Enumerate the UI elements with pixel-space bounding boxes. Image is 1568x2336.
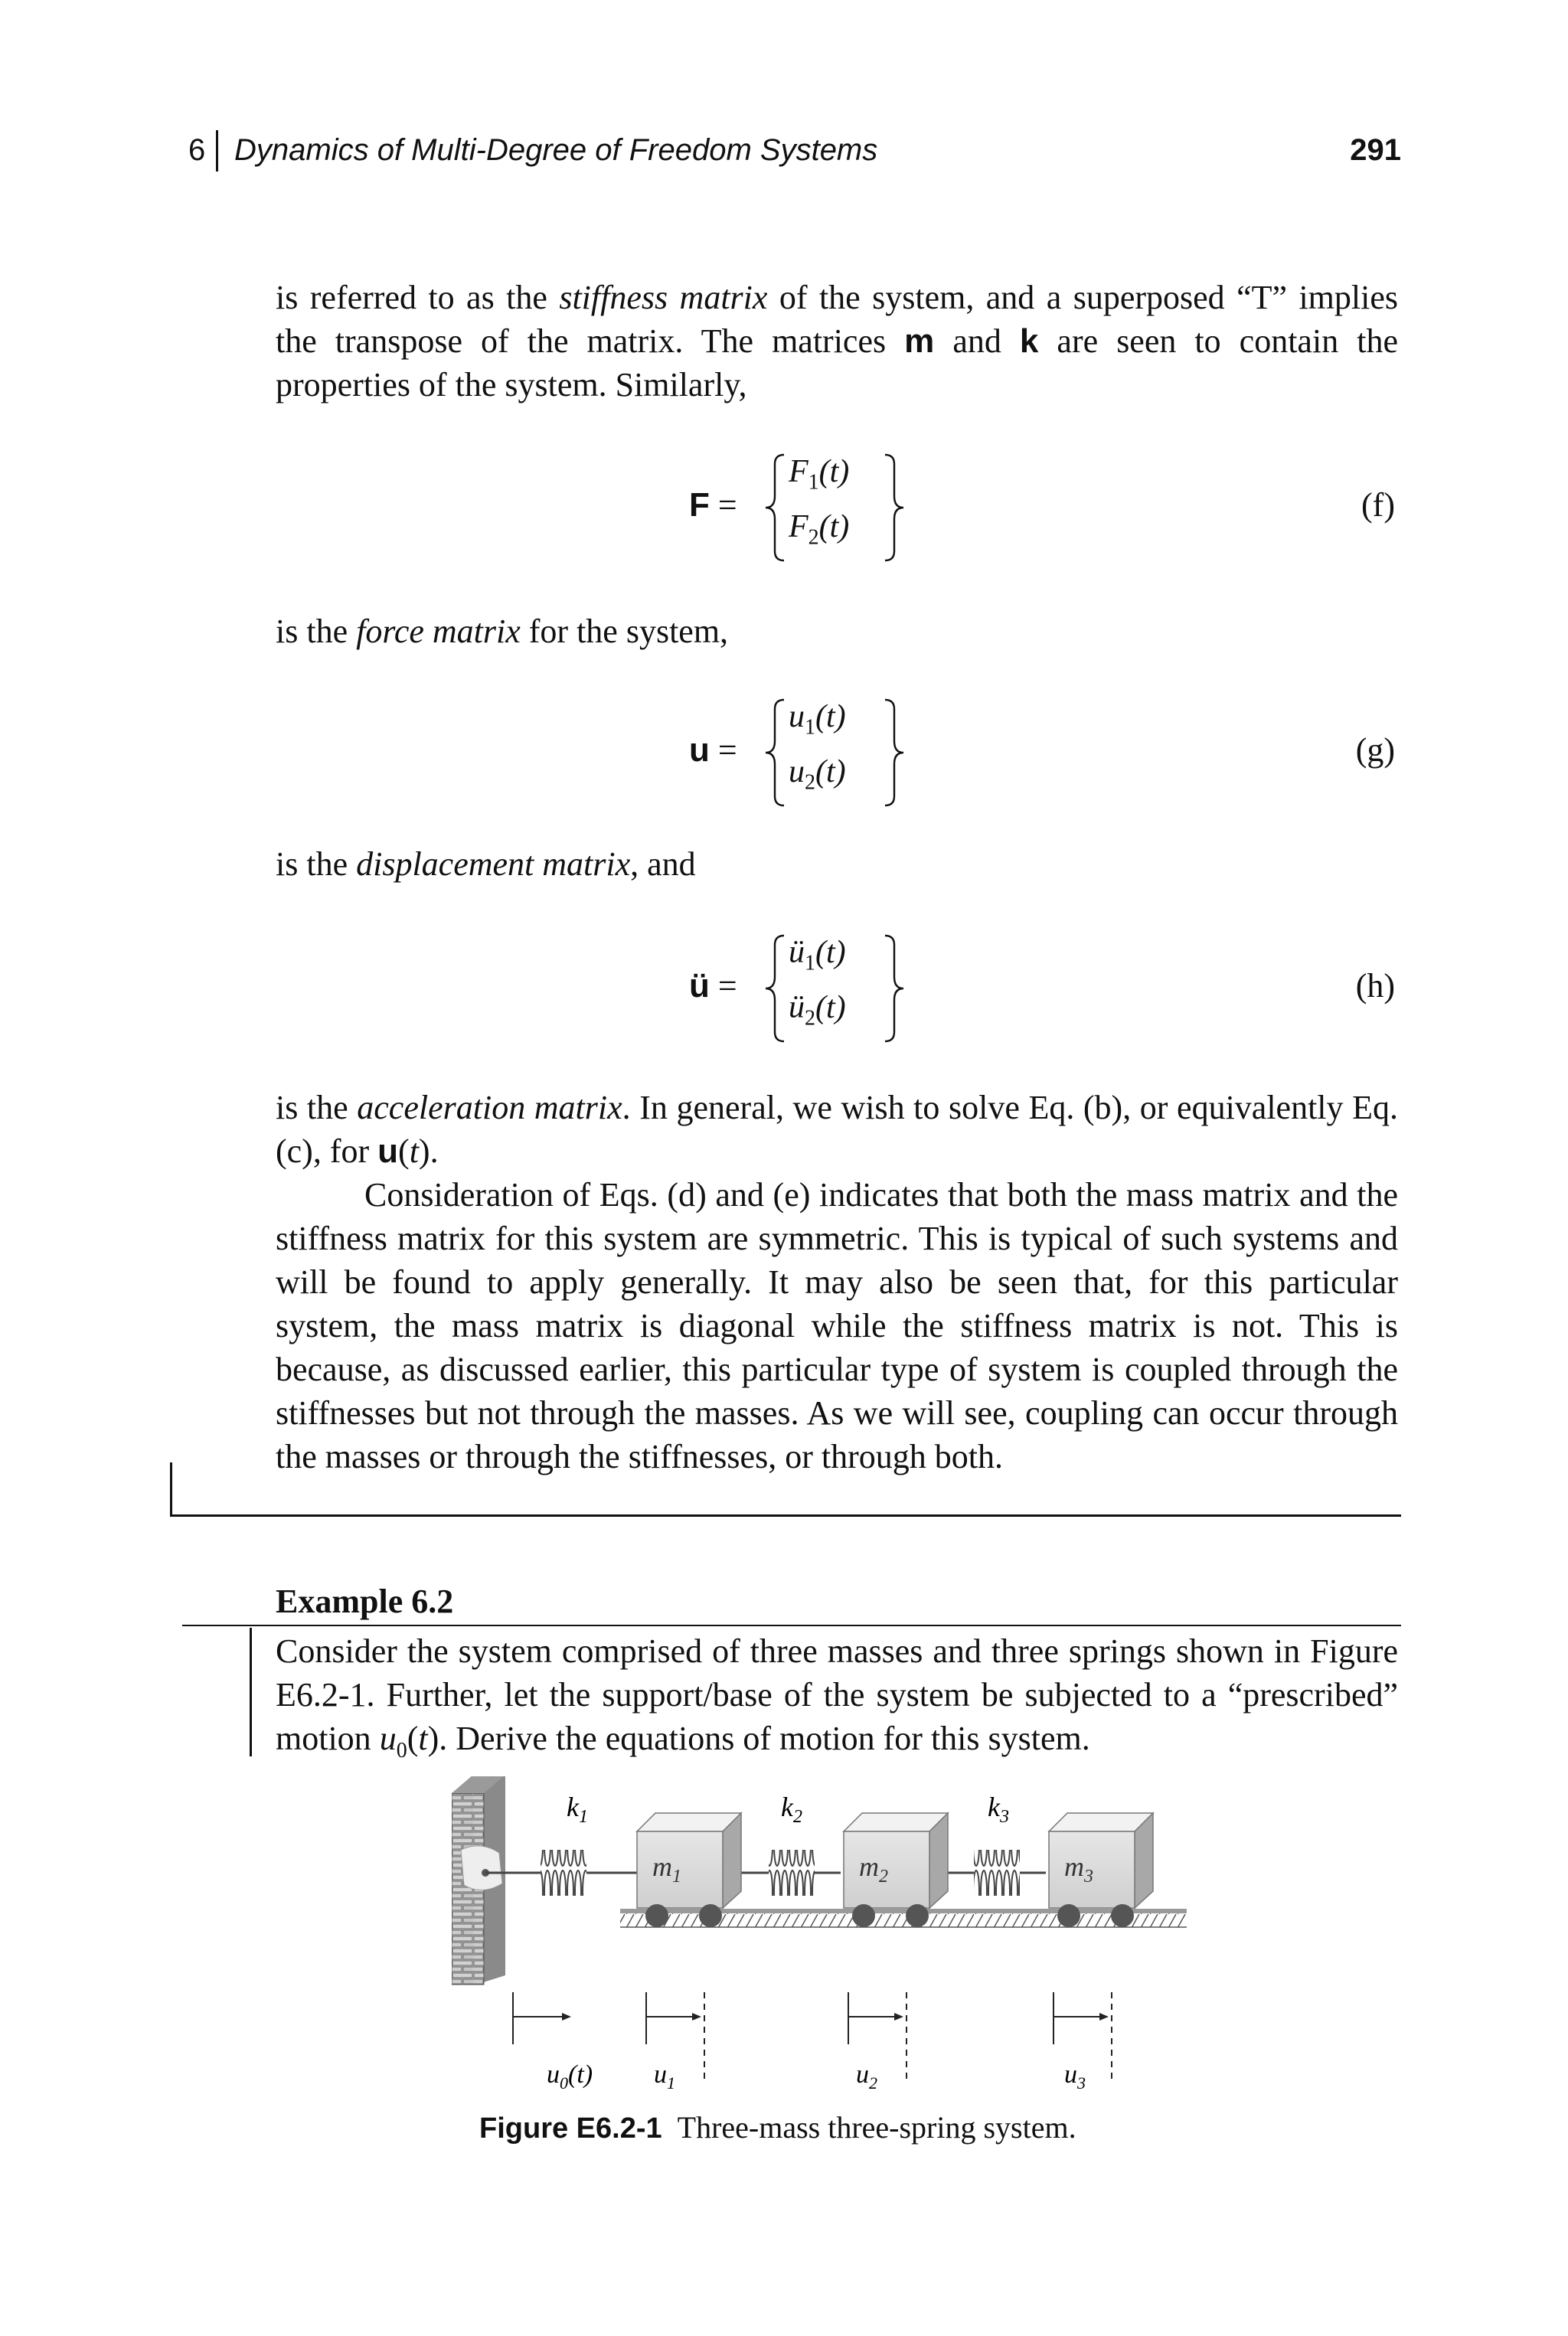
paragraph-displacement xyxy=(276,842,1398,886)
spring-k1 xyxy=(485,1850,639,1896)
equation-g xyxy=(689,695,903,810)
text: . In general, we wish to solve Eq. (b), or equivalently Eq. (c), for xyxy=(276,1089,1398,1170)
label-u0: $u_0(t)$ xyxy=(547,2060,593,2093)
spring-k2 xyxy=(740,1850,841,1896)
subscript: 1 xyxy=(805,715,815,740)
page-number: 291 xyxy=(1350,133,1401,167)
subscript: 2 xyxy=(805,770,815,795)
subscript: 2 xyxy=(805,1006,815,1031)
term-stiffness-matrix: stiffness matrix xyxy=(559,279,768,316)
label-k1: $k_1$ xyxy=(567,1792,588,1827)
label-m3: $m_3$ xyxy=(1064,1851,1093,1887)
section-separator-left xyxy=(170,1462,172,1516)
text: is the xyxy=(276,613,357,650)
displacement-u1 xyxy=(646,1992,704,2093)
equation-number-g: (g) xyxy=(1355,731,1395,769)
caption-label: Figure E6.2-1 xyxy=(479,2112,662,2145)
equation-lhs xyxy=(689,966,737,1005)
header-divider xyxy=(216,130,218,172)
equation-f xyxy=(689,450,903,565)
vector-entry-2 xyxy=(789,989,846,1031)
text: of the system, and a superposed “T” implies the transpose of the matrix. The matrices xyxy=(276,279,1398,360)
vector-entry-1 xyxy=(789,934,846,975)
term-acceleration-matrix: acceleration matrix xyxy=(357,1089,622,1126)
text: and xyxy=(934,322,1020,360)
label-u3: $u_3$ xyxy=(1064,2060,1086,2093)
text: ( xyxy=(407,1720,419,1757)
subscript: 2 xyxy=(808,525,819,550)
symbol-m: m xyxy=(904,322,935,360)
label-m1: $m_1$ xyxy=(652,1851,681,1887)
text: ( xyxy=(398,1132,410,1170)
equation-number-h: (h) xyxy=(1355,967,1395,1005)
displacement-u0 xyxy=(513,1992,593,2093)
section-separator xyxy=(170,1514,1401,1517)
term-displacement-matrix: displacement matrix xyxy=(356,845,631,883)
var: ü xyxy=(789,990,805,1025)
example-rule xyxy=(182,1625,1401,1626)
running-header xyxy=(182,130,1401,176)
symbol-u-ddot: ü xyxy=(689,967,710,1005)
example-title: Example 6.2 xyxy=(276,1583,454,1620)
text: ). xyxy=(418,1132,439,1170)
symbol-u: u xyxy=(379,1720,397,1757)
arg: (t) xyxy=(815,754,846,789)
arg: (t) xyxy=(818,454,850,489)
var: F xyxy=(789,509,808,544)
term-force-matrix: force matrix xyxy=(356,613,521,650)
var: u xyxy=(789,754,805,789)
symbol-u: u xyxy=(689,731,710,769)
text: ). Derive the equations of motion for this system. xyxy=(427,1720,1090,1757)
text: , and xyxy=(630,845,696,883)
label-u2: $u_2$ xyxy=(856,2060,877,2093)
symbol-t: t xyxy=(418,1720,428,1757)
vector-entry-2 xyxy=(789,508,849,550)
equals-sign: = xyxy=(709,731,737,769)
text: Consider the system comprised of three masses and three springs shown in Figure E6.2-1. Further, let the support/base of the system be subjected to a “prescribed” motion xyxy=(276,1632,1398,1757)
symbol-u: u xyxy=(377,1132,399,1170)
symbol-F: F xyxy=(689,486,710,524)
vector-entry-1 xyxy=(789,453,849,495)
chapter-number: 6 xyxy=(188,133,206,167)
text: is the xyxy=(276,1089,358,1126)
example-text xyxy=(276,1629,1398,1772)
equation-h xyxy=(689,931,903,1046)
text: for the system, xyxy=(520,613,729,650)
spring-k3 xyxy=(948,1850,1046,1896)
arg: (t) xyxy=(818,509,850,544)
vector-entry-2 xyxy=(789,753,846,795)
symbol-k: k xyxy=(1019,322,1039,360)
paragraph-stiffness xyxy=(276,276,1398,407)
equation-number-f: (f) xyxy=(1361,486,1395,524)
label-m2: $m_2$ xyxy=(859,1851,888,1887)
arg: (t) xyxy=(815,935,846,970)
paragraph-acceleration xyxy=(276,1086,1398,1173)
wall-support xyxy=(452,1776,505,1985)
label-k2: $k_2$ xyxy=(781,1792,802,1827)
var: ü xyxy=(789,935,805,970)
equals-sign: = xyxy=(709,486,737,524)
label-k3: $k_3$ xyxy=(988,1792,1009,1827)
three-mass-spring-figure xyxy=(452,1776,1187,2113)
paragraph-symmetry: Consideration of Eqs. (d) and (e) indicates that both the mass matrix and the stiffness matrix for this system are symmetric. This is typical of such systems and will be found to apply generally. It may also be seen that, for this particular system, the mass matrix is diagonal while the stiffness matrix is not. This is because, as discussed earlier, this particular type of system is coupled through the stiffnesses but not through the masses. As we will see, coupling can occur through the masses or through the stiffnesses, or through both. xyxy=(276,1176,1398,1475)
text: are seen to contain the properties of the system. Similarly, xyxy=(276,322,1398,403)
subscript: 0 xyxy=(396,1738,407,1763)
symbol-t: t xyxy=(409,1132,419,1170)
subscript: 1 xyxy=(805,951,815,975)
var: F xyxy=(789,454,808,489)
displacement-u3 xyxy=(1054,1992,1112,2093)
arg: (t) xyxy=(815,699,846,734)
paragraph-force xyxy=(276,609,1398,653)
label-u1: $u_1$ xyxy=(654,2060,675,2093)
caption-text: Three-mass three-spring system. xyxy=(677,2110,1076,2145)
displacement-u2 xyxy=(848,1992,906,2093)
text: is the xyxy=(276,845,357,883)
subscript: 1 xyxy=(808,470,819,495)
chapter-title: Dynamics of Multi-Degree of Freedom Systems xyxy=(234,133,878,167)
equation-lhs xyxy=(689,485,737,524)
var: u xyxy=(789,699,805,734)
vector-entry-1 xyxy=(789,698,846,740)
figure-caption xyxy=(479,2109,1076,2145)
arg: (t) xyxy=(815,990,846,1025)
equals-sign: = xyxy=(709,967,737,1005)
equation-lhs xyxy=(689,730,737,769)
text: is referred to as the xyxy=(276,279,560,316)
example-sidebar xyxy=(250,1628,252,1756)
